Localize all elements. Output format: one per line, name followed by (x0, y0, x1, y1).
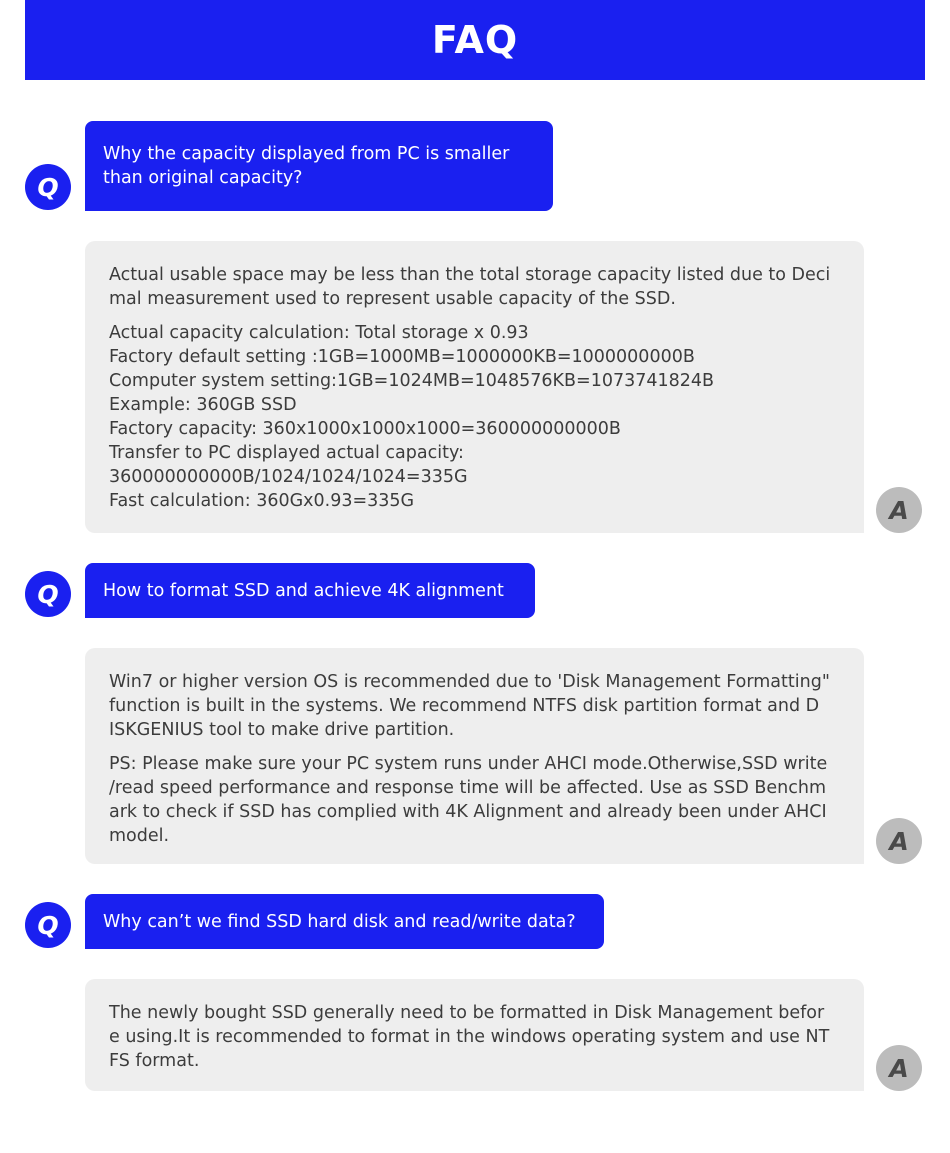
question-bubble-2 (85, 563, 535, 618)
answer-badge-1: A (876, 487, 922, 533)
answer-bubble-1 (85, 241, 864, 533)
question-text-3: Why can’t we find SSD hard disk and read/write data? (103, 911, 576, 932)
answer-badge-3: A (876, 1045, 922, 1091)
answer-bubble-3 (85, 979, 864, 1091)
answer-bubble-2 (85, 648, 864, 864)
answer-2-paragraph-1: Win7 or higher version OS is recommended due to 'Disk Management Formatting" function is built in the systems. We recommend NTFS disk partition format and D ISKGENIUS tool to make drive partition. (109, 672, 830, 740)
question-text-2: How to format SSD and achieve 4K alignment (103, 580, 504, 601)
question-badge-1: Q (25, 164, 71, 210)
question-text-1: Why the capacity displayed from PC is smaller than original capacity? (103, 144, 510, 188)
question-bubble-1 (85, 121, 553, 211)
question-badge-2: Q (25, 571, 71, 617)
question-bubble-3 (85, 894, 604, 949)
page-title: FAQ (431, 18, 519, 62)
answer-3-paragraph-1: The newly bought SSD generally need to be formatted in Disk Management befor e using.It is recommended to format in the windows operating system and use NT FS format. (109, 1003, 830, 1071)
answer-badge-2: A (876, 818, 922, 864)
faq-header (25, 0, 925, 80)
question-badge-3: Q (25, 902, 71, 948)
answer-2-paragraph-2: PS: Please make sure your PC system runs under AHCI mode.Otherwise,SSD write /read speed performance and response time will be affected. Use as SSD Benchm ark to check if SSD has complied with 4K Alignment and already been under AHCI model. (109, 754, 828, 846)
answer-1-paragraph-1: Actual usable space may be less than the total storage capacity listed due to Deci mal measurement used to represent usable capacity of the SSD. (109, 265, 831, 309)
answer-1-paragraph-2: Actual capacity calculation: Total storage x 0.93 Factory default setting :1GB=1000MB=1000000KB=1000000000B Computer system setting:1GB=1024MB=1048576KB=1073741824B Example: 360GB SSD Factory capacity: 360x1000x1000x1000=360000000000B Transfer to PC displayed actual capacity: 360000000000B/1024/1024/1024=335G Fast calculation: 360Gx0.93=335G (109, 323, 715, 511)
